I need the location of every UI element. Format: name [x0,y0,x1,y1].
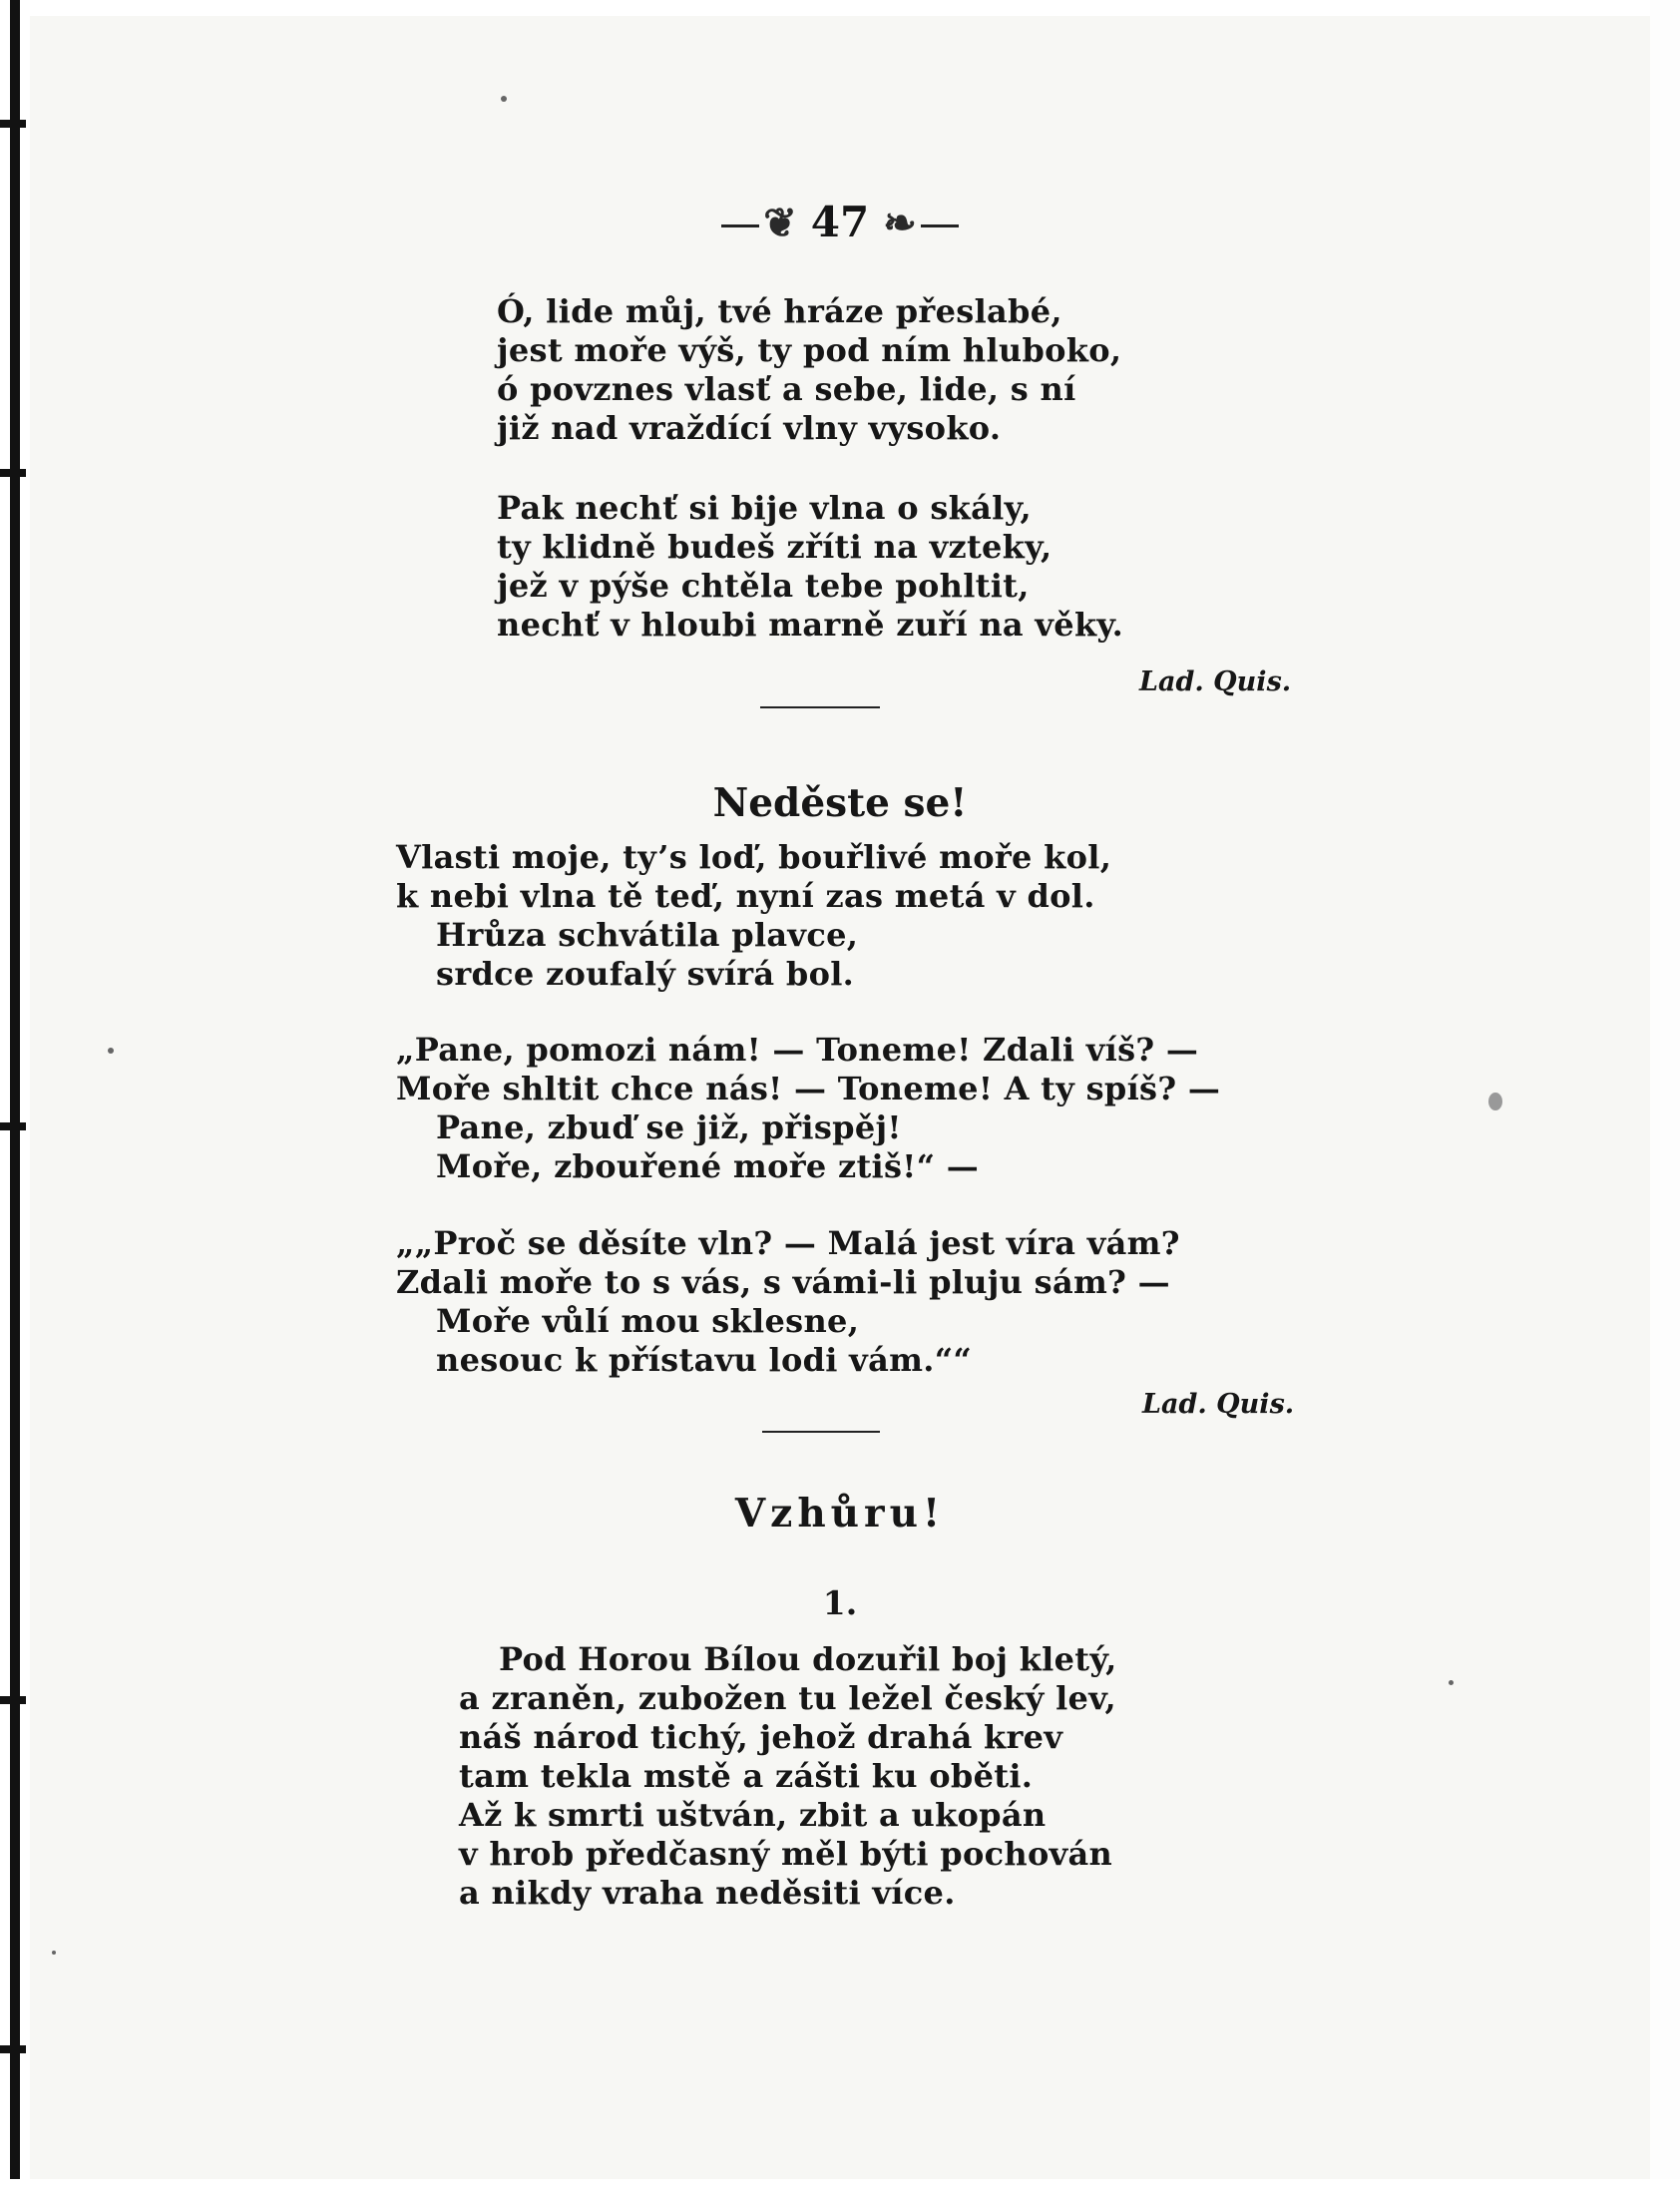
poem3-title: Vzhůru! [734,1491,946,1537]
scan-edge-top [0,0,1680,16]
poem1-stanza [497,489,1123,645]
page-spine [10,0,20,2203]
poem2-stanza [396,838,1111,994]
verse-line: Pod Horou Bílou dozuřil boj kletý, [499,1640,1117,1678]
paper-speck [52,1951,56,1955]
verse-line: jest moře výš, ty pod ním hluboko, [497,331,1122,369]
spine-notch [0,120,26,128]
verse-line: nesouc k přístavu lodi vám.““ [436,1341,973,1379]
paper-speck [108,1048,114,1054]
paper-speck [1449,1680,1454,1685]
spine-notch [0,1696,26,1704]
verse-line: „Pane, pomozi nám! — Toneme! Zdali víš? — [396,1031,1199,1069]
verse-line: v hrob předčasný měl býti pochován [459,1835,1113,1873]
verse-line: „„Proč se děsíte vln? — Malá jest víra vám? [396,1224,1180,1262]
section-divider [762,1431,880,1433]
page-number: 47 [810,198,870,246]
verse-line: Až k smrti uštván, zbit a ukopán [459,1796,1047,1834]
poem2-title: Neděste se! [712,780,968,826]
verse-line: Hrůza schvátila plavce, [436,916,859,954]
page-number-header [0,198,1680,246]
verse-line: Moře, zbouřené moře ztiš!“ — [436,1147,980,1185]
ornament-right-icon: ❧ [883,200,917,246]
verse-line: Pane, zbuď se již, přispěj! [436,1108,902,1146]
verse-line: Vlasti moje, ty’s loď, bouřlivé moře kol, [396,838,1112,876]
verse-line: Zdali moře to s vás, s vámi-li pluju sám? — [396,1263,1170,1301]
verse-line: náš národ tichý, jehož drahá krev [459,1718,1063,1756]
scan-edge-bottom [0,2179,1680,2203]
verse-line: ty klidně budeš zříti na vzteky, [497,528,1052,566]
spine-notch [0,1122,26,1130]
verse-line: jež v pýše chtěla tebe pohltit, [497,567,1030,605]
ornament-left-icon: ❦ [763,200,797,246]
header-rule-left [721,224,759,227]
header-rule-right [921,224,959,227]
poem2-stanza [396,1031,1220,1186]
spine-notch [0,2045,26,2053]
verse-line: tam tekla mstě a zášti ku oběti. [459,1757,1034,1795]
poem3-stanza [459,1640,1117,1913]
verse-line: a nikdy vraha neděsiti více. [459,1874,956,1912]
paper-speck [501,96,507,102]
verse-line: Moře vůlí mou sklesne, [436,1302,860,1340]
poem1-author: Lad. Quis. [1139,666,1292,697]
verse-line: k nebi vlna tě teď, nyní zas metá v dol. [396,877,1095,915]
section-divider [760,706,880,708]
verse-line: Moře shltit chce nás! — Toneme! A ty spíš? — [396,1070,1221,1107]
paper-speck [1488,1093,1502,1110]
verse-line: srdce zoufalý svírá bol. [436,955,855,993]
scan-edge-right [1650,0,1680,2203]
poem3-section-number: 1. [822,1583,858,1622]
poem1-stanza [497,292,1121,448]
verse-line: a zraněn, zubožen tu ležel český lev, [459,1679,1116,1717]
verse-line: Ó, lide můj, tvé hráze přeslabé, [497,292,1062,330]
verse-line: Pak nechť si bije vlna o skály, [497,489,1032,527]
poem2-stanza [396,1224,1180,1380]
verse-line: ó povznes vlasť a sebe, lide, s ní [497,370,1076,408]
verse-line: nechť v hloubi marně zuří na věky. [497,606,1124,644]
verse-line: již nad vraždící vlny vysoko. [497,409,1002,447]
poem2-author: Lad. Quis. [1142,1389,1295,1420]
spine-notch [0,469,26,477]
